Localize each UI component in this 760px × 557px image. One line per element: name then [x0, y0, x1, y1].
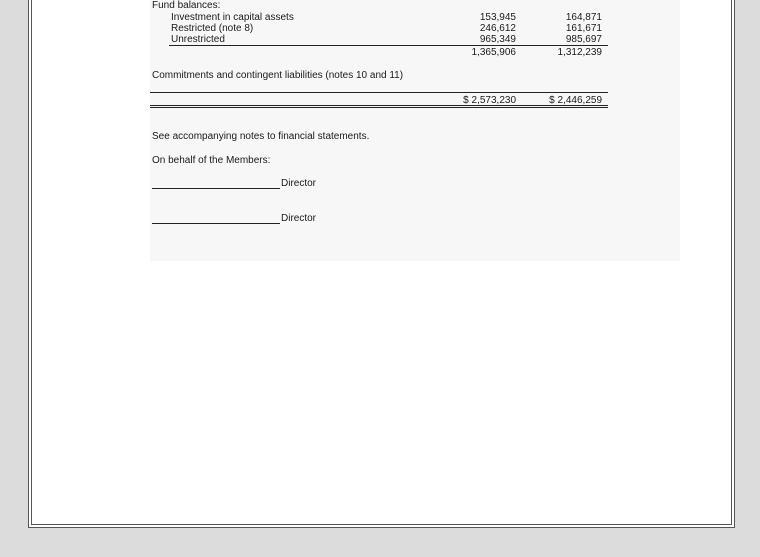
- row-current-restricted: 246,612: [479, 23, 516, 34]
- signature-title-2: Director: [281, 213, 317, 224]
- grand-total-prior: $ 2,446,259: [549, 95, 602, 106]
- row-prior-unrestricted: 985,697: [565, 34, 602, 45]
- row-prior-capital-assets: 164,871: [565, 12, 602, 23]
- commitments-note: Commitments and contingent liabilities (notes 10 and 11): [152, 70, 404, 81]
- signature-line-1: [152, 188, 280, 189]
- grand-total-current: $ 2,573,230: [463, 95, 516, 106]
- row-label-unrestricted: Unrestricted: [171, 34, 225, 45]
- grand-total-double-rule-2: [150, 107, 608, 108]
- grand-total-top-rule: [150, 92, 608, 93]
- fund-total-prior: 1,312,239: [557, 47, 602, 58]
- signature-title-1: Director: [281, 178, 317, 189]
- notes-reference: See accompanying notes to financial statements.: [152, 131, 370, 142]
- row-label-restricted: Restricted (note 8): [171, 23, 254, 34]
- fund-balances-heading: Fund balances:: [152, 0, 221, 11]
- row-prior-restricted: 161,671: [565, 23, 602, 34]
- grand-total-double-rule-1: [150, 105, 608, 106]
- row-current-unrestricted: 965,349: [479, 34, 516, 45]
- signature-line-2: [152, 223, 280, 224]
- fund-total-current: 1,365,906: [471, 47, 516, 58]
- subtotal-rule: [169, 45, 608, 46]
- row-current-capital-assets: 153,945: [479, 12, 516, 23]
- on-behalf-text: On behalf of the Members:: [152, 155, 271, 166]
- row-label-capital-assets: Investment in capital assets: [171, 12, 294, 23]
